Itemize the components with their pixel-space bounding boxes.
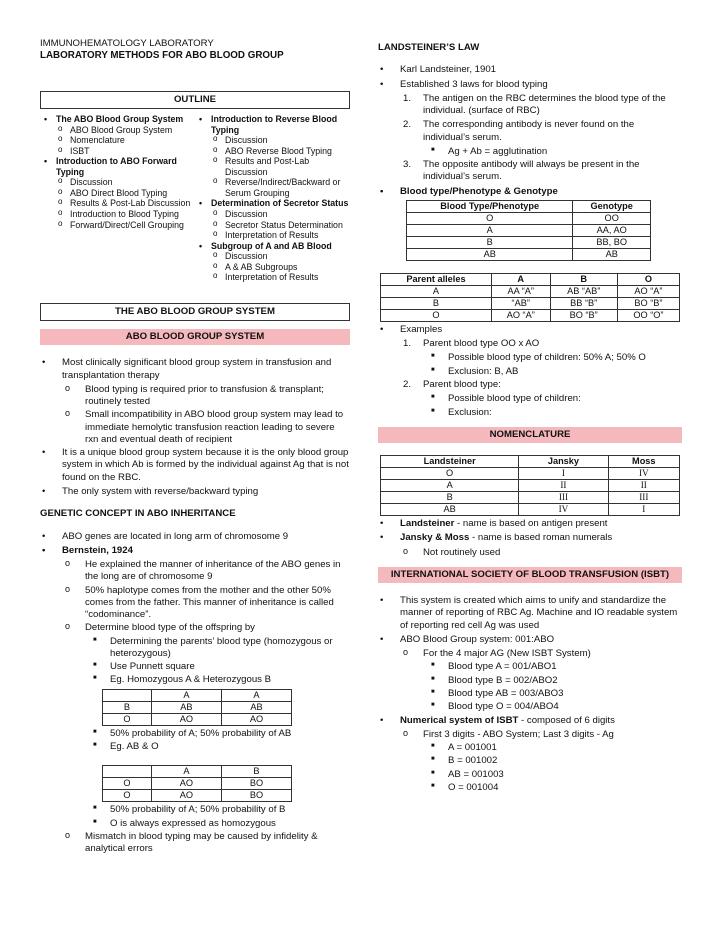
sub-bullet: o Mismatch in blood typing may be caused by infidelity & analytical errors (40, 831, 350, 856)
table-header-cell: Parent alleles (381, 273, 492, 285)
table-header-cell: Landsteiner (381, 456, 519, 468)
numbered-item: 1. Parent blood type OO x AO (403, 338, 540, 350)
outline-subitem: o Introduction to Blood Typing (40, 209, 195, 220)
outline-subitem: o Discussion (195, 135, 350, 146)
sub-bullet: o He explained the manner of inheritance of the ABO genes in the long are of chromosome 9 (40, 559, 350, 584)
table-cell: OO “O” (617, 309, 679, 321)
table-cell: B (381, 492, 519, 504)
table-cell: A (221, 689, 291, 701)
table-header-cell: Moss (608, 456, 679, 468)
outline (40, 114, 350, 283)
table-cell: O (381, 468, 519, 480)
table-cell: AB (221, 701, 291, 713)
sub-sub-bullet: ■ Use Punnett square (40, 661, 350, 673)
outline-subitem: o ISBT (40, 146, 195, 157)
table-cell: BO (221, 778, 291, 790)
table-cell: O (407, 212, 573, 224)
table-header-cell: Genotype (573, 200, 651, 212)
abo-system-heading: THE ABO BLOOD GROUP SYSTEM (40, 303, 350, 321)
table-cell: AB “AB” (550, 285, 617, 297)
table-cell: A (151, 689, 221, 701)
table-row (103, 790, 292, 802)
table-cell: A (407, 224, 573, 236)
table-cell: III (608, 492, 679, 504)
outline-subitem: o A & AB Subgroups (195, 262, 350, 273)
nomenclature-heading: NOMENCLATURE (378, 427, 682, 443)
parent-alleles-table (380, 273, 680, 322)
document-title: LABORATORY METHODS FOR ABO BLOOD GROUP (40, 50, 284, 62)
outline-subitem: o Discussion (195, 251, 350, 262)
phenotype-genotype-table (406, 200, 651, 261)
table-cell: BB “B” (550, 297, 617, 309)
table-cell: IV (608, 468, 679, 480)
table-header-cell: A (491, 273, 550, 285)
table-row (407, 224, 651, 236)
outline-subitem: o Nomenclature (40, 135, 195, 146)
table-row (103, 766, 292, 778)
table-cell: II (608, 480, 679, 492)
table-cell: “AB” (491, 297, 550, 309)
bullet: • ABO genes are located in long arm of chromosome 9 (40, 531, 350, 543)
sub-sub-bullet: ■ Eg. AB & O (40, 741, 350, 753)
sub-sub-bullet: ■ Eg. Homozygous A & Heterozygous B (40, 674, 350, 686)
table-row (381, 285, 680, 297)
outline-subitem: o Interpretation of Results (195, 272, 350, 283)
sub-sub-bullet: ■ A = 001001 (378, 742, 682, 754)
outline-left-column (40, 114, 195, 283)
table-cell: O (103, 713, 152, 725)
landsteiner-heading: LANDSTEINER’S LAW (378, 42, 480, 53)
sub-sub-bullet: ■ Exclusion: (378, 407, 682, 419)
table-row (381, 504, 680, 516)
isbt-heading: INTERNATIONAL SOCIETY OF BLOOD TRANSFUSION (ISBT) (378, 567, 682, 583)
sub-sub-bullet: ■ Blood type A = 001/ABO1 (378, 661, 682, 673)
left-column (40, 38, 350, 856)
table-cell: BO “B” (617, 297, 679, 309)
sub-sub-bullet: ■ Possible blood type of children: 50% A; 50% O (378, 352, 682, 364)
genetic-heading: GENETIC CONCEPT IN ABO INHERITANCE (40, 508, 236, 520)
table-cell: AB (573, 248, 651, 260)
bullet: • ABO Blood Group system: 001:ABO (378, 634, 682, 646)
table-cell: AO (151, 713, 221, 725)
abo-system-subheading: ABO BLOOD GROUP SYSTEM (40, 329, 350, 345)
sub-sub-bullet: ■ O is always expressed as homozygous (40, 818, 350, 830)
table-cell: AB (381, 504, 519, 516)
outline-subitem: o ABO Reverse Blood Typing (195, 146, 350, 157)
table-cell: BB, BO (573, 236, 651, 248)
sub-sub-bullet: ■ Possible blood type of children: (378, 393, 682, 405)
sub-sub-bullet: ■ B = 001002 (378, 755, 682, 767)
numbered-item: 1. The antigen on the RBC determines the blood type of the individual. (surface of RBC) (403, 92, 666, 117)
table-cell: O (103, 790, 152, 802)
bullet: • Landsteiner - name is based on antigen present (378, 518, 682, 530)
sub-sub-bullet: ■ AB = 001003 (378, 769, 682, 781)
table-row (381, 492, 680, 504)
outline-item: • Introduction to ABO Forward Typing (40, 156, 195, 177)
bullet: • It is a unique blood group system because it is the only blood group system in which Ab is formed by the individual against Ag that is not found on the RBC. (40, 447, 350, 484)
sub-bullet: o For the 4 major AG (New ISBT System) (378, 648, 682, 660)
outline-item: • Subgroup of A and AB Blood (195, 241, 350, 252)
table-header-row (381, 273, 680, 285)
outline-subitem: o Forward/Direct/Cell Grouping (40, 220, 195, 231)
table-row (381, 480, 680, 492)
table-cell: AO (151, 778, 221, 790)
table-header-cell: B (550, 273, 617, 285)
table-cell: I (608, 504, 679, 516)
table-cell: O (103, 778, 152, 790)
isbt-blood-type-list (378, 661, 682, 713)
table-cell: I (519, 468, 608, 480)
outline-subitem: o Discussion (40, 177, 195, 188)
table-cell: A (151, 766, 221, 778)
outline-right-column (195, 114, 350, 283)
table-cell: AO “A” (491, 309, 550, 321)
table-cell: B (221, 766, 291, 778)
table-row (407, 212, 651, 224)
nomenclature-table (380, 455, 680, 516)
outline-heading: OUTLINE (40, 91, 350, 109)
table-cell: AB (151, 701, 221, 713)
sub-bullet: o Blood typing is required prior to transfusion & transplant; routinely tested (40, 384, 350, 409)
bullet: • Most clinically significant blood group system in transfusion and transplantation therapy (40, 357, 350, 382)
sub-sub-bullet: ■ 50% probability of A; 50% probability of B (40, 804, 350, 816)
table-cell: A (381, 480, 519, 492)
table-header-row (407, 200, 651, 212)
table-row (381, 468, 680, 480)
table-row (103, 701, 292, 713)
table-cell (103, 766, 152, 778)
sub-sub-bullet: ■ Blood type B = 002/ABO2 (378, 675, 682, 687)
outline-subitem: o Secretor Status Determination (195, 220, 350, 231)
table-cell: OO (573, 212, 651, 224)
outline-subitem: o ABO Direct Blood Typing (40, 188, 195, 199)
table-cell: AA, AO (573, 224, 651, 236)
sub-bullet: o 50% haplotype comes from the mother and the other 50% comes from the father. This manner of inheritance is called “codominance”. (40, 585, 350, 622)
outline-item: • Determination of Secretor Status (195, 198, 350, 209)
outline-subitem: o Results & Post-Lab Discussion (40, 198, 195, 209)
bullet: • Blood type/Phenotype & Genotype (378, 186, 682, 198)
course-subtitle: IMMUNOHEMATOLOGY LABORATORY (40, 38, 214, 49)
outline-item: • The ABO Blood Group System (40, 114, 195, 125)
sub-sub-bullet: ■ 50% probability of A; 50% probability of AB (40, 728, 350, 740)
right-column (378, 38, 682, 795)
table-cell: B (381, 297, 492, 309)
table-row (407, 236, 651, 248)
sub-bullet: o Determine blood type of the offspring by (40, 622, 350, 634)
table-row (381, 309, 680, 321)
bullet: • This system is created which aims to unify and standardize the manner of reporting of RBC Ag. Machine and IO readable system of reporting red cell Ag was used (378, 595, 682, 632)
numbered-item: 2. The corresponding antibody is never found on the individual’s serum. (403, 119, 635, 143)
bullet: • Bernstein, 1924 (40, 545, 350, 557)
sub-sub-bullet: ■ Exclusion: B, AB (378, 366, 682, 378)
table-header-cell: Blood Type/Phenotype (407, 200, 573, 212)
table-cell: AB (407, 248, 573, 260)
outline-item: • Introduction to Reverse Blood Typing (195, 114, 350, 135)
table-cell: AA “A” (491, 285, 550, 297)
table-row (103, 778, 292, 790)
bullet: • Karl Landsteiner, 1901 (378, 64, 682, 76)
table-cell: B (407, 236, 573, 248)
table-cell: IV (519, 504, 608, 516)
outline-subitem: o Interpretation of Results (195, 230, 350, 241)
table-row (103, 689, 292, 701)
outline-subitem: o Results and Post-Lab Discussion (195, 156, 350, 177)
table-cell: AO “A” (617, 285, 679, 297)
sub-sub-bullet: ■ Ag + Ab = agglutination (378, 146, 682, 158)
outline-subitem: o Reverse/Indirect/Backward or Serum Grouping (195, 177, 350, 198)
sub-sub-bullet: ■ O = 001004 (378, 782, 682, 794)
table-cell: II (519, 480, 608, 492)
table-cell (103, 689, 152, 701)
sub-bullet: o Small incompatibility in ABO blood group system may lead to immediate hemolytic transfusion reaction leading to severe rxn and eventual death of recipient (40, 409, 350, 446)
bullet: • Established 3 laws for blood typing (378, 79, 682, 91)
table-row (381, 297, 680, 309)
table-cell: O (381, 309, 492, 321)
table-header-cell: Jansky (519, 456, 608, 468)
table-cell: A (381, 285, 492, 297)
outline-subitem: o ABO Blood Group System (40, 125, 195, 136)
sub-sub-bullet: ■ Blood type AB = 003/ABO3 (378, 688, 682, 700)
punnett-square-homozygous-a-heterozygous-b (102, 689, 292, 726)
table-cell: III (519, 492, 608, 504)
table-row (407, 248, 651, 260)
table-header-row (381, 456, 680, 468)
table-header-cell: O (617, 273, 679, 285)
numbered-item: 2. Parent blood type: (403, 378, 501, 390)
bullet: • The only system with reverse/backward typing (40, 486, 350, 498)
sub-sub-bullet: ■ Blood type O = 004/ABO4 (378, 701, 682, 713)
table-cell: BO “B” (550, 309, 617, 321)
table-row (103, 713, 292, 725)
numbered-item: 3. The opposite antibody will always be present in the individual’s serum. (403, 159, 640, 183)
outline-subitem: o Discussion (195, 209, 350, 220)
bullet: • Examples (378, 324, 682, 336)
sub-bullet: o First 3 digits - ABO System; Last 3 digits - Ag (378, 729, 682, 741)
table-cell: AO (221, 713, 291, 725)
bullet: • Jansky & Moss - name is based roman numerals (378, 532, 682, 544)
table-cell: BO (221, 790, 291, 802)
bullet: • Numerical system of ISBT - composed of 6 digits (378, 715, 682, 727)
sub-sub-bullet: ■ Determining the parents’ blood type (homozygous or heterozygous) (40, 636, 350, 661)
punnett-square-ab-o (102, 765, 292, 802)
table-cell: B (103, 701, 152, 713)
isbt-numeric-list (378, 742, 682, 794)
table-cell: AO (151, 790, 221, 802)
sub-bullet: o Not routinely used (378, 547, 682, 559)
